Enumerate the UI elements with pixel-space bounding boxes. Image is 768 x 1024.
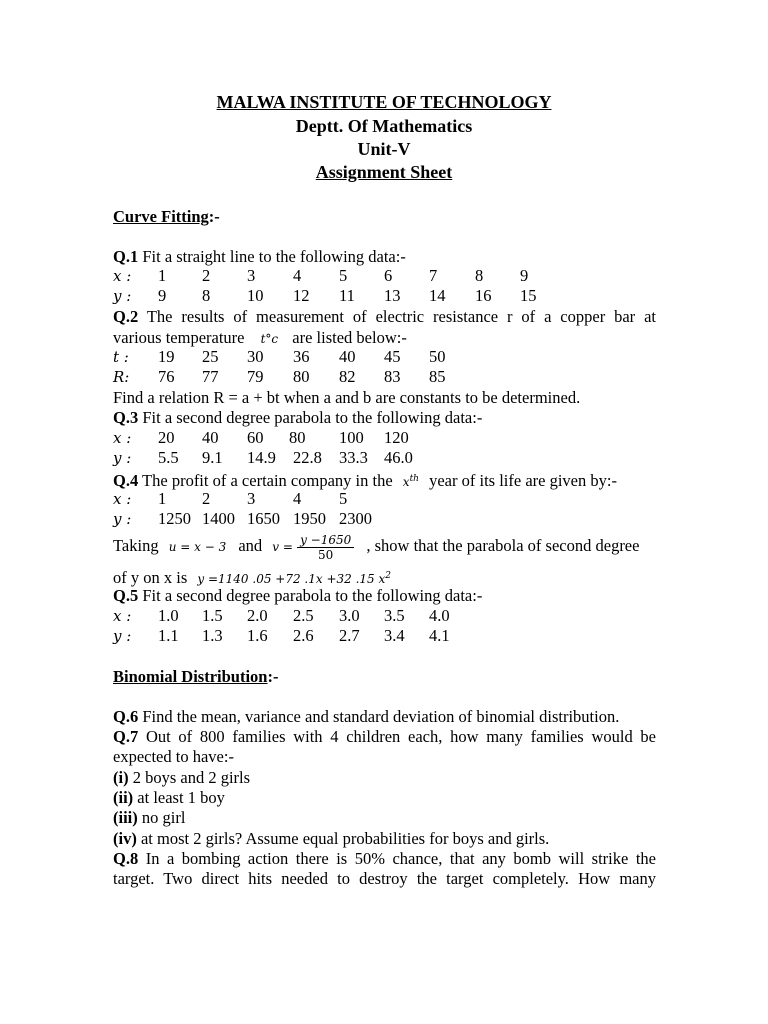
q3-y-value: 14.9: [247, 448, 276, 467]
question-2: Q.2 The results of measurement of electric resistance r of a copper bar at: [113, 307, 656, 326]
q4-x-value: 5: [339, 489, 348, 508]
q4-y-value: 1950: [293, 509, 326, 528]
question-3: Q.3 Fit a second degree parabola to the following data:-: [113, 408, 483, 427]
question-8-cont: target. Two direct hits needed to destroy the target completely. How many: [113, 869, 656, 888]
section-binomial-distribution: Binomial Distribution:-: [113, 667, 279, 686]
q1-y-value: 14: [429, 286, 446, 305]
q2-t-value: 19: [158, 347, 175, 366]
q3-x-value: 80: [289, 428, 306, 447]
q7-option: (ii) at least 1 boy: [113, 788, 225, 807]
question-7-cont: expected to have:-: [113, 747, 234, 766]
q2-t-value: 30: [247, 347, 264, 366]
q3-x-label: x :: [113, 429, 132, 447]
q5-y-value: 2.6: [293, 626, 314, 645]
q1-y-value: 12: [293, 286, 310, 305]
q1-y-value: 10: [247, 286, 264, 305]
q2-r-value: 82: [339, 367, 356, 386]
q2-r-value: 83: [384, 367, 401, 386]
q2-t-value: 50: [429, 347, 446, 366]
unit-title: Unit-V: [357, 139, 411, 159]
q2-t-value: 36: [293, 347, 310, 366]
question-2-cont: various temperature t°c are listed below:-: [113, 328, 407, 347]
q4-x-label: x :: [113, 490, 132, 508]
question-4-parabola: of y on x is y =1140 .05 +72 .1x +32 .15 $x^2$: [113, 568, 391, 587]
q5-y-value: 1.1: [158, 626, 179, 645]
q1-x-value: 7: [429, 266, 438, 285]
q1-y-value: 15: [520, 286, 537, 305]
question-5: Q.5 Fit a second degree parabola to the following data:-: [113, 586, 483, 605]
q5-x-value: 3.0: [339, 606, 360, 625]
q5-y-value: 1.6: [247, 626, 268, 645]
q4-x-value: 1: [158, 489, 167, 508]
q1-x-value: 2: [202, 266, 211, 285]
q2-r-value: 77: [202, 367, 219, 386]
xth-symbol: $x^{th}$: [402, 474, 419, 489]
q2-t-value: 40: [339, 347, 356, 366]
v-lhs: v =: [272, 540, 293, 554]
q3-x-value: 40: [202, 428, 219, 447]
q4-x-value: 3: [247, 489, 256, 508]
question-6: Q.6 Find the mean, variance and standard deviation of binomial distribution.: [113, 707, 620, 726]
q3-x-value: 120: [384, 428, 409, 447]
q5-x-value: 2.0: [247, 606, 268, 625]
q1-y-value: 9: [158, 286, 167, 305]
question-8: Q.8 In a bombing action there is 50% chance, that any bomb will strike the: [113, 849, 656, 868]
q1-x-value: 6: [384, 266, 393, 285]
q5-y-label: y :: [113, 627, 132, 645]
question-4: Q.4 The profit of a certain company in the $x^{th}$ year of its life are given by:-: [113, 471, 617, 490]
q4-x-value: 2: [202, 489, 211, 508]
q5-x-value: 1.0: [158, 606, 179, 625]
q3-x-value: 60: [247, 428, 264, 447]
q5-x-value: 1.5: [202, 606, 223, 625]
q1-x-value: 4: [293, 266, 302, 285]
q2-t-value: 25: [202, 347, 219, 366]
q3-y-label: y :: [113, 449, 132, 467]
q5-y-value: 1.3: [202, 626, 223, 645]
q1-y-value: 13: [384, 286, 401, 305]
q1-y-label: y :: [113, 287, 132, 305]
q3-y-value: 33.3: [339, 448, 368, 467]
q3-y-value: 5.5: [158, 448, 179, 467]
q7-option: (i) 2 boys and 2 girls: [113, 768, 251, 787]
q7-option: (iii) no girl: [113, 808, 186, 827]
section-curve-fitting: Curve Fitting:-: [113, 207, 220, 226]
q5-x-value: 3.5: [384, 606, 405, 625]
q3-x-value: 100: [339, 428, 364, 447]
q5-x-label: x :: [113, 607, 132, 625]
question-1: Q.1 Fit a straight line to the following data:-: [113, 247, 406, 266]
q1-x-label: x :: [113, 267, 132, 285]
q4-y-value: 2300: [339, 509, 372, 528]
q5-y-value: 2.7: [339, 626, 360, 645]
q2-r-label: R:: [113, 368, 130, 386]
q4-y-label: y :: [113, 510, 132, 528]
v-fraction: $\frac{y -1650}{50}$: [297, 533, 354, 562]
q1-x-value: 9: [520, 266, 529, 285]
q1-x-value: 3: [247, 266, 256, 285]
sheet-title: Assignment Sheet: [315, 162, 453, 182]
q2-r-value: 76: [158, 367, 175, 386]
q5-y-value: 3.4: [384, 626, 405, 645]
q1-x-value: 8: [475, 266, 484, 285]
q4-y-value: 1650: [247, 509, 280, 528]
q1-y-value: 11: [339, 286, 355, 305]
temperature-symbol: t°c: [260, 332, 279, 346]
q1-y-value: 16: [475, 286, 492, 305]
q7-option: (iv) at most 2 girls? Assume equal probabilities for boys and girls.: [113, 829, 550, 848]
q2-r-value: 80: [293, 367, 310, 386]
parabola-equation: y =1140 .05 +72 .1x +32 .15 $x^2$: [197, 571, 391, 586]
q3-x-value: 20: [158, 428, 175, 447]
q5-y-value: 4.1: [429, 626, 450, 645]
q1-x-value: 5: [339, 266, 348, 285]
q4-y-value: 1400: [202, 509, 235, 528]
q3-y-value: 46.0: [384, 448, 413, 467]
u-expression: u = x − 3: [168, 540, 227, 554]
q5-x-value: 2.5: [293, 606, 314, 625]
q3-y-value: 22.8: [293, 448, 322, 467]
question-7: Q.7 Out of 800 families with 4 children each, how many families would be: [113, 727, 656, 746]
department-title: Deptt. Of Mathematics: [295, 116, 473, 136]
q4-x-value: 4: [293, 489, 302, 508]
q2-r-value: 85: [429, 367, 446, 386]
question-2-find: Find a relation R = a + bt when a and b are constants to be determined.: [113, 388, 581, 407]
q2-r-value: 79: [247, 367, 264, 386]
q5-x-value: 4.0: [429, 606, 450, 625]
q4-y-value: 1250: [158, 509, 191, 528]
institute-title: MALWA INSTITUTE OF TECHNOLOGY: [216, 92, 552, 112]
q1-x-value: 1: [158, 266, 167, 285]
q3-y-value: 9.1: [202, 448, 223, 467]
q1-y-value: 8: [202, 286, 211, 305]
q2-t-value: 45: [384, 347, 401, 366]
q2-t-label: t :: [113, 348, 129, 366]
question-4-taking: Taking u = x − 3 and v = $\frac{y -1650}{50}$ , show that the parabola of second degree: [113, 532, 640, 562]
